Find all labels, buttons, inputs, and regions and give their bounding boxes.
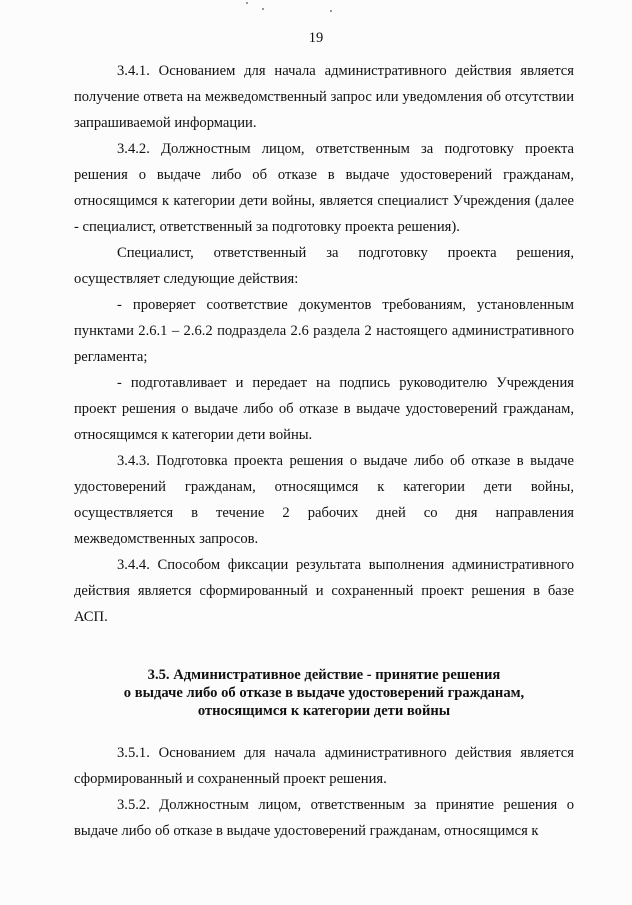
paragraph-3-5-2: 3.5.2. Должностным лицом, ответственным за принятие решения о выдаче либо об отказе в выдаче удостоверений гражданам, относящимся к [74,797,574,839]
paragraph-3-4-2: 3.4.2. Должностным лицом, ответственным за подготовку проекта решения о выдаче либо об отказе в выдаче удостоверений гражданам, относящимся к категории дети войны, является специалист Учреждения (далее - специалист, ответственный за подготовку проекта решения). [74,141,574,235]
scan-speck [246,2,248,4]
list-item-prepare-draft: - подготавливает и передает на подпись руководителю Учреждения проект решения о выдаче либо об отказе в выдаче удостоверений гражданам, относящимся к категории дети войны. [74,375,574,443]
list-item-check-documents: - проверяет соответствие документов требованиям, установленным пунктами 2.6.1 – 2.6.2 подраздела 2.6 раздела 2 настоящего административного регламента; [74,297,574,365]
paragraph-3-4-1: 3.4.1. Основанием для начала административного действия является получение ответа на межведомственный запрос или уведомления об отсутствии запрашиваемой информации. [74,63,574,131]
heading-line: относящимся к категории дети войны [197,703,451,719]
paragraph-3-4-4: 3.4.4. Способом фиксации результата выполнения административного действия является сформированный и сохраненный проект решения в базе АСП. [74,557,574,625]
document-body [74,58,574,844]
page-number: 19 [308,30,324,46]
heading-line: о выдаче либо об отказе в выдаче удостоверений гражданам, [123,685,525,701]
scan-speck [262,8,264,10]
paragraph-3-5-1: 3.5.1. Основанием для начала административного действия является сформированный и сохраненный проект решения. [74,745,574,787]
heading-line: 3.5. Административное действие - принятие решения [147,667,501,683]
scan-speck [330,10,332,12]
paragraph-specialist-actions: Специалист, ответственный за подготовку проекта решения, осуществляет следующие действия: [74,245,574,287]
section-heading-3-5 [74,666,574,720]
paragraph-3-4-3: 3.4.3. Подготовка проекта решения о выдаче либо об отказе в выдаче удостоверений гражданам, относящимся к категории дети войны, осуществляется в течение 2 рабочих дней со дня направления межведомственных запросов. [74,453,574,547]
